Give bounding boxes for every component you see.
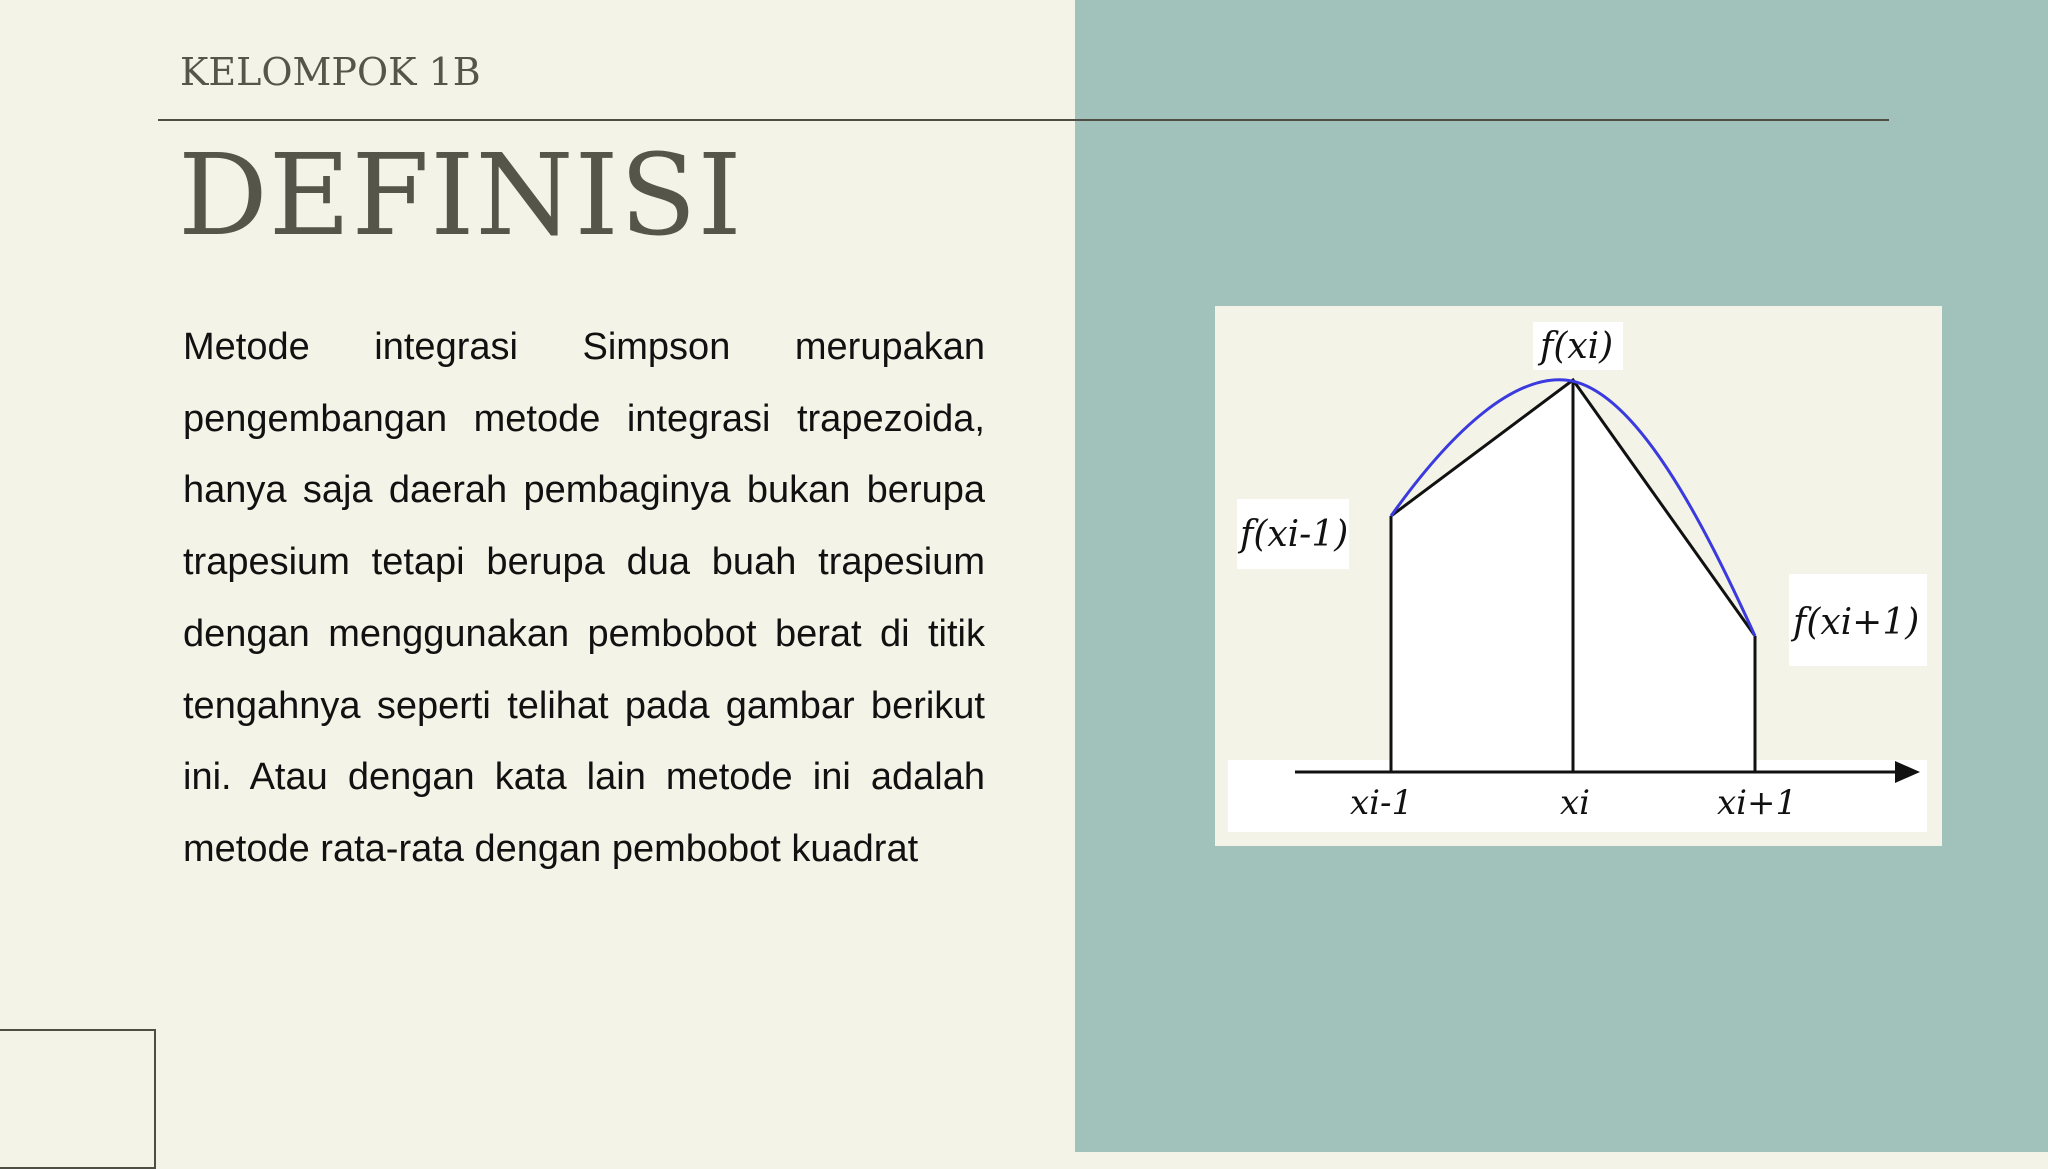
label-f-mid: f(xi) [1540, 326, 1614, 367]
header-divider [158, 119, 1889, 121]
label-x-next: xi+1 [1717, 783, 1798, 823]
corner-decoration [0, 1029, 156, 1169]
label-f-next: f(xi+1) [1793, 602, 1920, 643]
simpson-rule-figure [1215, 306, 1942, 846]
group-label: KELOMPOK 1B [180, 50, 481, 94]
slide-title: DEFINISI [178, 131, 743, 261]
label-f-prev: f(xi-1) [1240, 514, 1349, 555]
simpson-diagram [1215, 306, 1942, 846]
label-x-prev: xi-1 [1350, 783, 1414, 823]
definition-paragraph: Metode integrasi Simpson merupakan pengembangan metode integrasi trapezoida, hanya saja daerah pembaginya bukan berupa trapesium tetapi berupa dua buah trapesium dengan menggunakan pembobot berat di titik tengahnya seperti telihat pada gambar berikut ini. Atau dengan kata lain metode ini adalah metode rata-rata dengan pembobot kuadrat [183, 326, 985, 870]
label-x-mid: xi [1560, 783, 1591, 823]
